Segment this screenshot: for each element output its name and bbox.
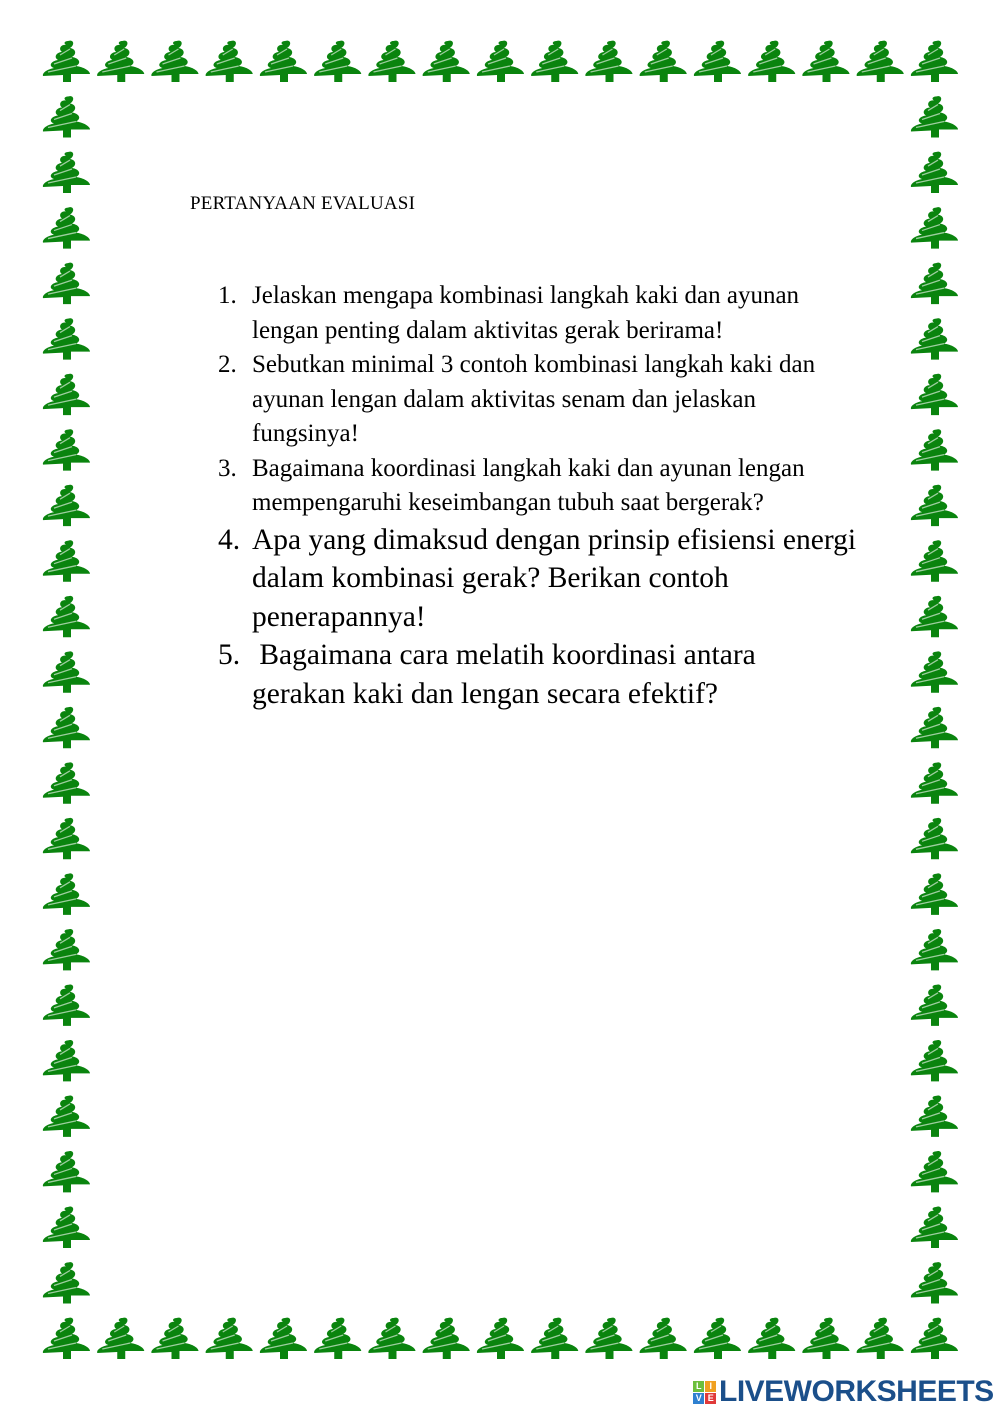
tree-icon (423, 1318, 470, 1359)
tree-icon (640, 1318, 687, 1359)
question-number: 4. (218, 523, 241, 556)
question-number: 3. (218, 454, 237, 482)
tree-icon (911, 1262, 958, 1303)
tree-icon (911, 1318, 958, 1359)
tree-icon (43, 984, 90, 1025)
tree-icon (477, 41, 524, 82)
tree-icon (43, 96, 90, 137)
tree-icon (531, 41, 578, 82)
tree-icon (857, 1318, 904, 1359)
tree-icon (260, 41, 307, 82)
tree-icon (43, 1318, 90, 1359)
tree-icon (911, 596, 958, 637)
question-item (218, 348, 868, 452)
question-item (218, 452, 868, 521)
logo-icon-letter: E (705, 1393, 716, 1404)
tree-icon (43, 318, 90, 359)
tree-icon (260, 1318, 307, 1359)
tree-icon (911, 818, 958, 859)
question-list (218, 279, 868, 713)
tree-icon (151, 1318, 198, 1359)
tree-icon (748, 41, 795, 82)
tree-icon (43, 1262, 90, 1303)
tree-icon (911, 984, 958, 1025)
tree-icon (531, 1318, 578, 1359)
question-number: 1. (218, 282, 237, 309)
tree-icon (694, 41, 741, 82)
tree-icon (206, 41, 253, 82)
tree-icon (43, 1207, 90, 1248)
question-text: Apa yang dimaksud dengan prinsip efisiensi energi dalam kombinasi gerak? Berikan contoh penerapannya! (252, 523, 857, 633)
tree-icon (43, 651, 90, 692)
tree-icon (477, 1318, 524, 1359)
tree-icon (43, 929, 90, 970)
tree-icon (43, 207, 90, 248)
tree-icon (911, 207, 958, 248)
question-item (218, 636, 868, 713)
logo-icon-letter: L (693, 1381, 704, 1392)
tree-icon (43, 485, 90, 526)
tree-icon (43, 1096, 90, 1137)
tree-icon (911, 1096, 958, 1137)
tree-icon (694, 1318, 741, 1359)
tree-icon (911, 540, 958, 581)
tree-icon (911, 1151, 958, 1192)
tree-icon (43, 41, 90, 82)
tree-icon (802, 41, 849, 82)
tree-icon (206, 1318, 253, 1359)
tree-icon (748, 1318, 795, 1359)
tree-icon (314, 1318, 361, 1359)
tree-icon (314, 41, 361, 82)
question-number: 5. (218, 639, 241, 671)
tree-icon (368, 41, 415, 82)
tree-icon (911, 96, 958, 137)
tree-icon (585, 41, 632, 82)
liveworksheets-logo (693, 1375, 994, 1409)
tree-icon (911, 707, 958, 748)
tree-icon (43, 818, 90, 859)
tree-icon (857, 41, 904, 82)
tree-icon (911, 929, 958, 970)
tree-icon (911, 1040, 958, 1081)
question-number: 2. (218, 351, 237, 378)
tree-icon (151, 41, 198, 82)
logo-text: LIVEWORKSHEETS (719, 1375, 994, 1408)
tree-icon (911, 263, 958, 304)
tree-icon (423, 41, 470, 82)
question-item (218, 521, 868, 637)
tree-icon (911, 873, 958, 914)
tree-icon (97, 1318, 144, 1359)
tree-icon (43, 1040, 90, 1081)
tree-icon (911, 1207, 958, 1248)
tree-icon (368, 1318, 415, 1359)
tree-icon (43, 374, 90, 415)
tree-icon (911, 318, 958, 359)
logo-icon-letter: I (705, 1381, 716, 1392)
tree-icon (802, 1318, 849, 1359)
tree-icon (43, 152, 90, 193)
tree-icon (43, 1151, 90, 1192)
page-title: PERTANYAAN EVALUASI (190, 193, 416, 214)
tree-icon (43, 873, 90, 914)
tree-icon (911, 762, 958, 803)
tree-icon (640, 41, 687, 82)
tree-icon (911, 429, 958, 470)
logo-icon-letter: V (693, 1393, 704, 1404)
tree-icon (97, 41, 144, 82)
tree-icon (43, 762, 90, 803)
tree-icon (43, 263, 90, 304)
question-text: Sebutkan minimal 3 contoh kombinasi langkah kaki dan ayunan lengan dalam aktivitas senam dan jelaskan fungsinya! (252, 351, 816, 447)
logo-icon (693, 1381, 716, 1404)
question-text: Jelaskan mengapa kombinasi langkah kaki dan ayunan lengan penting dalam aktivitas gerak berirama! (252, 282, 800, 344)
question-text: Bagaimana cara melatih koordinasi antara gerakan kaki dan lengan secara efektif? (252, 639, 764, 710)
tree-icon (911, 374, 958, 415)
tree-icon (585, 1318, 632, 1359)
tree-icon (43, 596, 90, 637)
tree-icon (911, 651, 958, 692)
tree-icon (43, 707, 90, 748)
question-item (218, 279, 868, 348)
tree-icon (911, 152, 958, 193)
question-text: Bagaimana koordinasi langkah kaki dan ayunan lengan mempengaruhi keseimbangan tubuh saat bergerak? (252, 454, 805, 516)
tree-icon (43, 540, 90, 581)
tree-icon (43, 429, 90, 470)
tree-icon (911, 485, 958, 526)
tree-icon (911, 41, 958, 82)
